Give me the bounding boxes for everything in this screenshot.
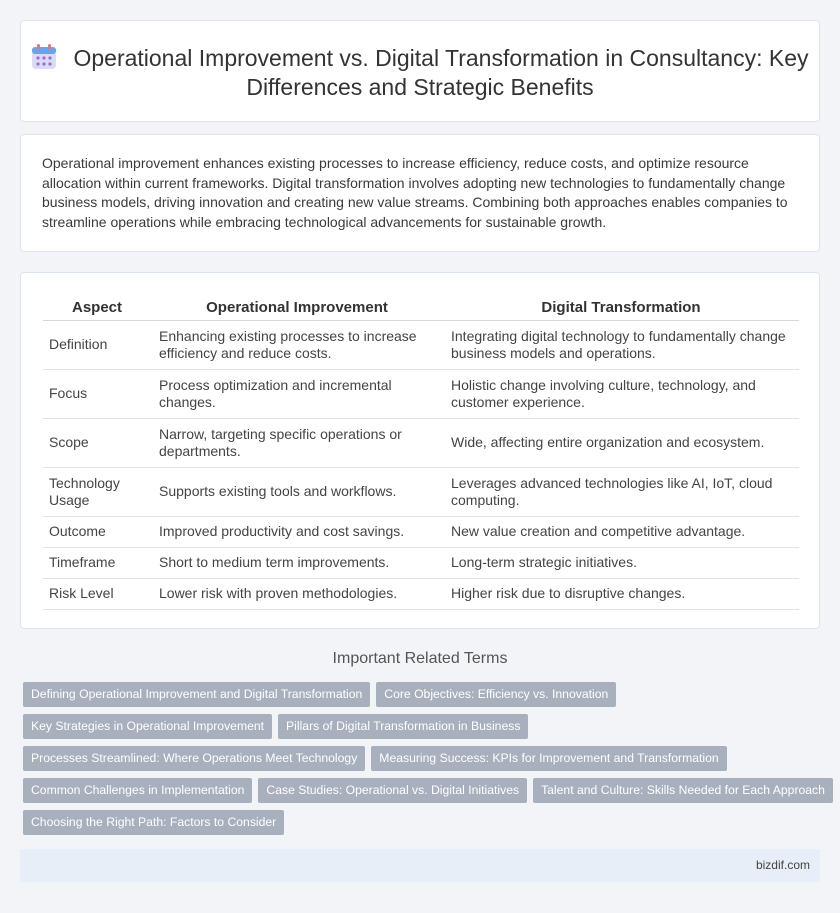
table-cell: Integrating digital technology to fundamentally change business models and operations.: [443, 320, 799, 369]
related-term-tag[interactable]: Choosing the Right Path: Factors to Consider: [23, 810, 284, 835]
footer: [20, 849, 820, 882]
table-cell: Timeframe: [43, 547, 151, 578]
footer-site-link[interactable]: bizdif.com: [755, 858, 810, 872]
table-cell: Supports existing tools and workflows.: [151, 467, 443, 516]
table-row: [43, 516, 799, 547]
table-cell: Long-term strategic initiatives.: [443, 547, 799, 578]
related-term-tag[interactable]: Pillars of Digital Transformation in Business: [278, 714, 528, 739]
header-operational: Operational Improvement: [151, 295, 443, 320]
header-card: [20, 20, 820, 122]
table-cell: Scope: [43, 418, 151, 467]
comparison-card: [20, 272, 820, 629]
table-cell: Risk Level: [43, 578, 151, 609]
table-cell: Technology Usage: [43, 467, 151, 516]
table-cell: Narrow, targeting specific operations or departments.: [151, 418, 443, 467]
table-cell: Higher risk due to disruptive changes.: [443, 578, 799, 609]
table-row: [43, 578, 799, 609]
related-terms-list: [23, 682, 823, 842]
comparison-table: [43, 295, 799, 610]
header-digital: Digital Transformation: [443, 295, 799, 320]
related-term-tag[interactable]: Common Challenges in Implementation: [23, 778, 252, 803]
calendar-icon: [31, 44, 57, 70]
table-cell: Focus: [43, 369, 151, 418]
table-row: [43, 369, 799, 418]
intro-card: [20, 134, 820, 252]
table-cell: Lower risk with proven methodologies.: [151, 578, 443, 609]
table-cell: New value creation and competitive advantage.: [443, 516, 799, 547]
table-cell: Enhancing existing processes to increase efficiency and reduce costs.: [151, 320, 443, 369]
related-term-tag[interactable]: Core Objectives: Efficiency vs. Innovation: [376, 682, 616, 707]
header-aspect: Aspect: [43, 295, 151, 320]
table-cell: Definition: [43, 320, 151, 369]
table-row: [43, 467, 799, 516]
page-title: [21, 44, 819, 102]
table-cell: Leverages advanced technologies like AI, IoT, cloud computing.: [443, 467, 799, 516]
related-term-tag[interactable]: Key Strategies in Operational Improvement: [23, 714, 272, 739]
related-term-tag[interactable]: Measuring Success: KPIs for Improvement and Transformation: [371, 746, 726, 771]
table-row: [43, 320, 799, 369]
related-terms-heading: Important Related Terms: [332, 650, 508, 667]
intro-paragraph: Operational improvement enhances existing processes to increase efficiency, reduce costs, and optimize resource allocation within current frameworks. Digital transformation involves adopting new technologies to fundamentally change business models, driving innovation and creating new value streams. Combining both approaches enables companies to streamline operations while embracing technological advancements for sustainable growth.: [42, 155, 788, 230]
table-row: [43, 418, 799, 467]
table-row: [43, 547, 799, 578]
page-title-text: Operational Improvement vs. Digital Transformation in Consultancy: Key Differences and Strategic Benefits: [73, 45, 809, 100]
related-term-tag[interactable]: Case Studies: Operational vs. Digital Initiatives: [258, 778, 527, 803]
table-cell: Outcome: [43, 516, 151, 547]
related-term-tag[interactable]: Processes Streamlined: Where Operations Meet Technology: [23, 746, 365, 771]
table-header-row: [43, 295, 799, 320]
table-cell: Improved productivity and cost savings.: [151, 516, 443, 547]
related-term-tag[interactable]: Talent and Culture: Skills Needed for Each Approach: [533, 778, 833, 803]
table-cell: Wide, affecting entire organization and ecosystem.: [443, 418, 799, 467]
table-cell: Process optimization and incremental changes.: [151, 369, 443, 418]
table-cell: Short to medium term improvements.: [151, 547, 443, 578]
table-cell: Holistic change involving culture, technology, and customer experience.: [443, 369, 799, 418]
related-term-tag[interactable]: Defining Operational Improvement and Digital Transformation: [23, 682, 370, 707]
